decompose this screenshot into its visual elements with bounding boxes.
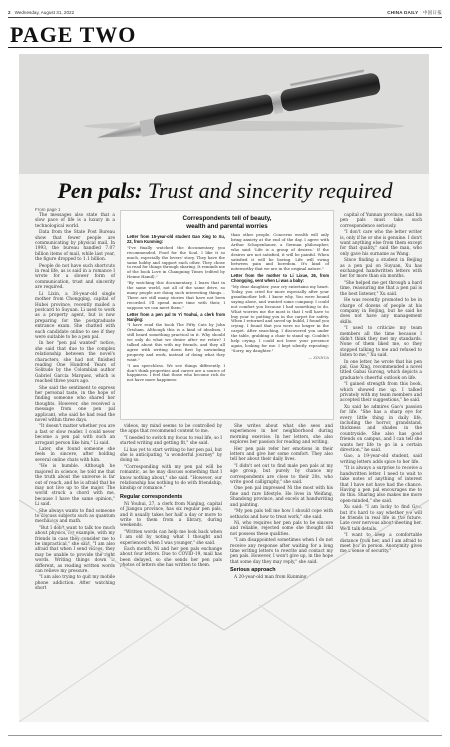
paragraph: A 20-year-old man from Kunming, <box>234 575 308 581</box>
byline: From page 1 <box>35 207 61 212</box>
paragraph: "Corresponding with my pen pal will be romantic, as he may discuss something that I know nothing about," she said. "However, our relationship has nothing to do with friendship, kinship or romance." <box>120 464 222 492</box>
paragraph: videos, my mind seems to be controlled by the apps that recommend content to me. <box>120 424 222 435</box>
sidebar-column-right <box>231 233 329 361</box>
paragraph: "I want to keep a comfortable distance from her, and I am afraid to meet her in person. Anonymity gives me a sense of security." <box>340 533 422 555</box>
paragraph: "It is always a surprise to receive a handwritten letter. I need to wait to take notes of anything of interest that I have not have had the chance. Having a pen pal encourages me to do this. Sharing also makes me more open-minded," she said. <box>340 466 422 504</box>
letter-text: "I am speechless. We see things differently. I don't think properties and career are a source of happiness. I feel that those who become rich do not have more happiness <box>127 362 225 383</box>
letter-text: than other people. Concerns wealth will only bring anxiety at the end of the day. I agree with Arthur Schopenhauer, a German philosopher, who said: 'Life is a group of desires.' If the desires are not satisfied, it will be painful. When satisfied it will be boring. Life will swing between pain and boredom. It's kind of noteworthy that we are in the original nature." <box>231 232 329 272</box>
publication-name <box>387 10 442 16</box>
paragraph: capital of Yunnan province, said his pen pals must take such correspondence seriously. <box>340 213 422 229</box>
page-footer-rule <box>8 735 442 736</box>
sidebar-credit: — XINHUA <box>308 355 329 360</box>
paragraph: Xu said he admires Gao's passion for life. "She has a sharp eye for every little thing in daily life, including the horror, grandstand, thickness and shades in the countryside. She also has good friends on campus, and I can tell she wants her life to go in a certain direction," he said. <box>340 404 422 454</box>
issue-date: Wednesday, August 31, 2022 <box>14 10 75 15</box>
letter-text: "I have read the book The Fifty Cats by John Grisham. Although this is a kind of idealism, I still heard something practical in it. Why should we only do what we desire after we retire? I talked about this with my friends, and they all agree with writing down first by unwinding property and work, instead of doing what they want." <box>127 322 225 362</box>
paragraph: She always wants to find someone to discuss subjects such as quantum mechanics and math. <box>35 508 115 525</box>
paragraph: In her "pen pal wanted" notice, she said that due to the complex relationship between the novel's characters, she had not finished reading One Hundred Years of Solitude by the Colombian author Gabriel Garcia Marquez, which is reached three years ago. <box>35 341 115 385</box>
paragraph: Ni, who requires her pen pals to be sincere and reliable, rejected some she thought did not possess these qualities. <box>230 520 333 537</box>
paragraph: Ni Youhui, 27, a clerk from Nanjing, capital of Jiangsu province, has six regular pen pals, and it usually takes her half a day or more to write to them from a library, during weekends. <box>120 501 222 529</box>
subhead: Serious approach <box>230 567 276 574</box>
headline-rest: Trust and sincerity required <box>142 178 393 203</box>
paragraph: Xu said: "I am lucky to find Gao, but it's hard to say whether we will be friends in real life in the future. Late over nervous about meeting her. We'll talk details. <box>340 505 422 532</box>
paragraph: "I needed to switch my focus to real life, so I started writing and getting fit," she said. <box>120 435 222 447</box>
section-divider <box>8 47 442 48</box>
publication-name-cn: 中国日报 <box>422 9 442 15</box>
page-number: 2 <box>8 10 11 15</box>
paragraph: "But I don't want to talk too much about physics, for example, with my friends in case they consider me to be impractical," she said. "I am also afraid that when I send videos, they may be unable to provide the right words. Writing things down is different, as reading written words can relieve my pressure. <box>35 525 115 574</box>
sidebar-column-left <box>127 233 225 384</box>
paragraph: She said the sentiment to express her personal taste, in the hope of finding someone who shared her thoughts. However, she received a message from one pen pal applicant, who said he had read the novel within three days. <box>35 385 115 424</box>
paragraph: "It doesn't matter whether you are a fast or slow reader. I could never become a pen pal with such an arrogant person like him," Li said. <box>35 424 115 446</box>
paragraph: In one letter, he wrote that his pen pal, Gao Xing, recommended a novel titled Gabai Gurong, which depicts a graduate's cheerful outlook on life. <box>340 359 422 381</box>
letter-heading: Letter from a pen pal to Yi Youhui, a clerk from Nanjing: <box>127 311 225 322</box>
article-column-2 <box>120 424 222 570</box>
letter-heading: Letter from the mother to Li Lixue, 26, from Chongqing, sent when Li was a baby: <box>231 273 329 284</box>
paragraph: "I gained strength from this book, which showed me up. I talked privately with my team members and accepted their suggestions," he said. <box>340 382 422 404</box>
paragraph: She writes about what she sees and experiences in her neighborhood during morning exercise. In her letters, she also explores her passion for reading and writing. <box>230 424 333 446</box>
paragraph: "I am disappointed sometimes when I do not receive any response after waiting for a long time writing letters to rewrite and contact my pen pals. However, I won't give up, in the hope that some day they may reply," she said. <box>230 538 333 565</box>
sidebar-box <box>120 210 334 420</box>
paragraph: He was recently promoted to be in charge of dozens of people at his company in Beijing, but he said he does not have any management skills. <box>340 298 422 325</box>
headline-bold: Pen pals: <box>57 178 143 203</box>
article-column-1 <box>35 213 115 593</box>
paragraph: "I don't care who the letter writer is, only if he or she is genuine. I don't want anything else from them except for that quality," said the man, who only gave his surname as Wang. <box>340 230 422 257</box>
headline <box>0 178 450 204</box>
paragraph: Li Lixin, a 38-year-old single mother from Chongqing, capital of Hubei province, recently mailed a postcard to Suyuan. Li used to work as a property agent, but is now preparing for the postgraduate entrance exam. She chatted with each candidate online to see if they were suitable to be a pen pal. <box>35 291 115 340</box>
paragraph: "He is humble. Although he majored in science, he told me that the truth about the universe is far out of reach, and he is afraid that he may not live up to the major. The world struck a chord with me, because I have the same opinion," Li said. <box>35 464 115 508</box>
paragraph: Li has yet to start writing to her pen pal, but she is anticipating "a wonderful journey" by doing so. <box>120 447 222 464</box>
sidebar-title-line-1: Correspondents tell of beauty, <box>182 215 272 222</box>
paragraph: Her pen pals refer her emotions in their letters and give her some comfort. They also tell her about their daily lives. <box>230 446 333 463</box>
article-column-4 <box>340 213 422 556</box>
paragraph: "She helped me get through a hard time, reassuring me that a pen pal is the best listener," Xu said. <box>340 280 422 297</box>
paragraph: "I didn't set out to find male pen pals at my age group, but purely by chance my correspondents are close to their 20s, who write good calligraphy," she said. <box>230 463 333 486</box>
paragraph: Each month, Ni and her pen pals exchange about four letters. Due to COVID-19, mail has been delayed, so she sends her pen pals photos of letters she has written to them. <box>120 547 222 569</box>
article-column-3 <box>230 424 333 581</box>
subhead: Regular correspondents <box>120 493 183 500</box>
masthead-bar <box>8 8 442 18</box>
paragraph: "I am also trying to quit my mobile phone addiction. After watching short <box>35 575 115 592</box>
paragraph: Since finding a student in Beijing as a pen pal on Suyuan, Xu has exchanged handwritten letters with her for more than six months. <box>340 258 422 280</box>
section-title: PAGE TWO <box>10 22 137 47</box>
sidebar-title <box>121 215 333 230</box>
sidebar-title-line-2: wealth and parental worries <box>186 222 268 230</box>
letter-text: "I've finally watched the documentary you recommended, Food for the Soul. I like it so much, especially the lovers' story. They have the same hobby and support each other. They chose to read for things through sharing. It reminds me of the book Love in Changning Times (edited by Heime Hamil)." <box>127 244 225 280</box>
paragraph: "My pen pals tell me how I should cope with setbacks and how to treat work," she said. <box>230 509 333 520</box>
fountain-pen-icon <box>19 54 429 174</box>
letter-text: "My dear daughter, your cry entertains my heart. Today, you cried for more especially after your grandmother left. I know why. You were bound saying alone, and wanted some company. I could not comfort you because I had something to do. What worries me the most is that I will have to buy your to putting you in the carpet for safety. When I returned and saved up bubbl, I found you crying. I found that you were no longer in the carpet. After searching, I discovered you under the table, grabbing a chair to stand up. Couldn't help crying. I could not leave your presence again, looking for me. I kept silently repeating: "Sorry, my daughter." <box>231 284 329 353</box>
paragraph: "Written words can help me look back when I am old by noting what I thought and experienced when I was younger," she said. <box>120 529 222 546</box>
paragraph: "I used to criticize my team members all the time because I didn't think they met my standards. None of them liked me, so they stopped talking to me and refused to listen to me," Xu said. <box>340 326 422 359</box>
letter-heading: Letter from 15-year-old student Gao Xing to Xu, 22, from Kunming: <box>127 234 225 244</box>
paragraph: People do not have such shortcuts in real life, as is said in a romance I wrote for a slower form of communication, trust and sincerity are required. <box>35 263 115 291</box>
paragraph: Gao, a 19-year-old student, said writing letters adds spice to her life. <box>340 454 422 465</box>
letter-text: "By watching this documentary, I learn that in the same world, not all of the same drive, so many people are doing such interesting things... There are still many stories that have not been recorded. I'll spend more time with their, I suppose we can meet them." <box>127 280 225 310</box>
paragraph: The messages also state that a slow pace of life is a luxury in a technological world. <box>35 213 115 229</box>
publication-name-en: CHINA DAILY <box>387 9 419 15</box>
paragraph: Data from the State Post Bureau show that fewer people are communicating by physical mail. In 1993, the bureau handled 7.07 billion items of mail, while last year, the figure dropped to 1.1 billion. <box>35 230 115 263</box>
pen-illustration <box>19 54 429 174</box>
paragraph: One pen pal impressed Ni the most with his fine and rare lifestyle. He lives in Weifang, Shandong province, and excels at handwriting and painting. <box>230 486 333 508</box>
paragraph: Later, she found someone she feels in sincere, after holding several online chats with him. <box>35 447 115 463</box>
